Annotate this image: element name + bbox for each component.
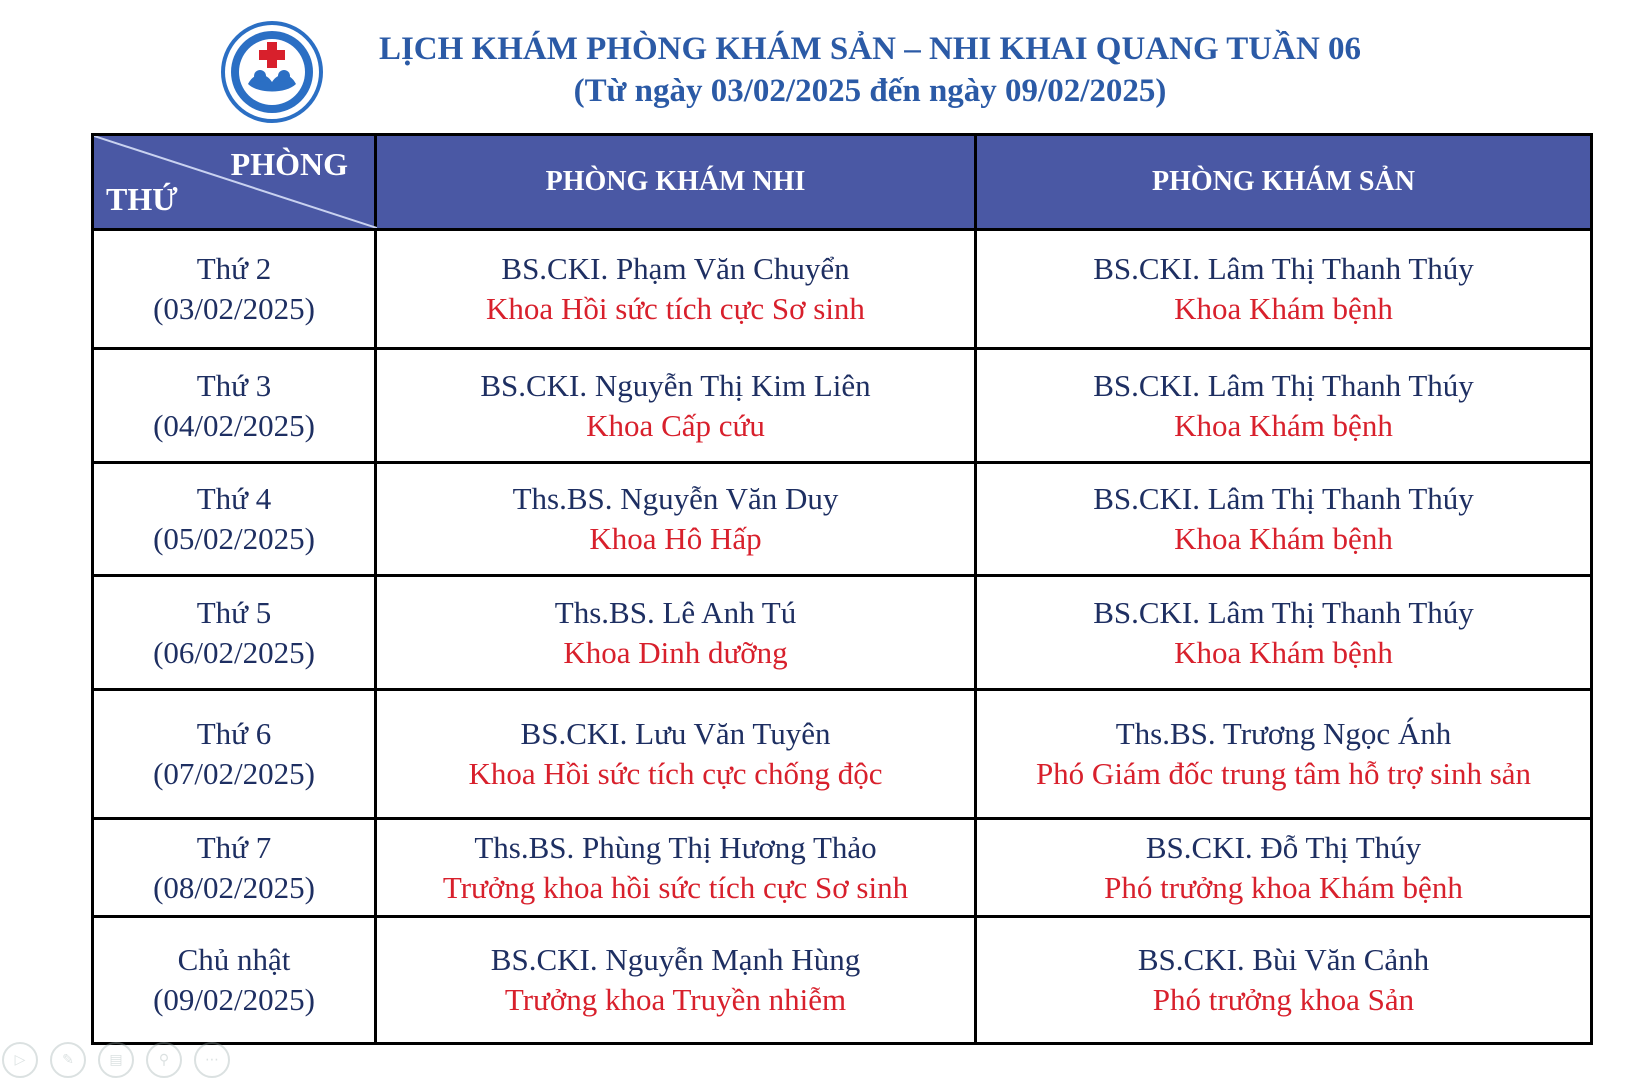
doctor-name: BS.CKI. Lâm Thị Thanh Thúy (1093, 594, 1474, 630)
table-row (93, 819, 1592, 917)
day-cell (93, 819, 376, 917)
department: Khoa Khám bệnh (1174, 407, 1393, 443)
table-row (93, 463, 1592, 576)
doctor-name: BS.CKI. Phạm Văn Chuyển (501, 251, 850, 286)
slides-icon[interactable]: ▤ (98, 1042, 134, 1078)
pediatric-cell (376, 917, 976, 1044)
doctor-name: BS.CKI. Lâm Thị Thanh Thúy (1093, 251, 1474, 286)
day-cell (93, 576, 376, 690)
pediatric-cell (376, 230, 976, 349)
day-date: (08/02/2025) (153, 869, 315, 905)
day-date: (03/02/2025) (153, 291, 315, 326)
day-cell (93, 349, 376, 463)
doctor-name: Ths.BS. Phùng Thị Hương Thảo (474, 829, 877, 865)
zoom-icon[interactable]: ⚲ (146, 1042, 182, 1078)
obstetric-cell (976, 230, 1592, 349)
day-date: (04/02/2025) (153, 407, 315, 443)
corner-label-day: THỨ (106, 181, 178, 217)
obstetric-cell (976, 690, 1592, 819)
doctor-name: BS.CKI. Nguyễn Thị Kim Liên (480, 367, 871, 403)
doctor-name: Ths.BS. Lê Anh Tú (554, 594, 797, 630)
department: Khoa Dinh dưỡng (563, 634, 788, 670)
day-cell (93, 690, 376, 819)
viewer-toolbar (2, 1042, 230, 1078)
day-label: Thứ 5 (196, 594, 272, 630)
department: Khoa Hồi sức tích cực chống độc (468, 756, 883, 791)
table-row (93, 576, 1592, 690)
pediatric-cell (376, 690, 976, 819)
table-header-row (93, 135, 1592, 230)
department: Khoa Hồi sức tích cực Sơ sinh (486, 291, 865, 326)
table-row (93, 690, 1592, 819)
department: Khoa Hô Hấp (589, 521, 762, 556)
title-line-2: (Từ ngày 03/02/2025 đến ngày 09/02/2025) (573, 73, 1167, 109)
department: Khoa Khám bệnh (1174, 291, 1393, 326)
table-row (93, 917, 1592, 1044)
day-date: (09/02/2025) (153, 982, 315, 1017)
doctor-name: Ths.BS. Trương Ngọc Ánh (1115, 716, 1452, 751)
doctor-name: BS.CKI. Nguyễn Mạnh Hùng (490, 942, 861, 977)
pediatric-cell (376, 819, 976, 917)
day-date: (05/02/2025) (153, 521, 315, 556)
day-label: Thứ 2 (196, 251, 272, 286)
pediatric-cell (376, 576, 976, 690)
schedule-table (91, 133, 1593, 1045)
pen-icon[interactable]: ✎ (50, 1042, 86, 1078)
header-obstetric-clinic: PHÒNG KHÁM SẢN (976, 135, 1592, 230)
obstetric-cell (976, 349, 1592, 463)
day-label: Thứ 3 (196, 367, 272, 403)
department: Phó trưởng khoa Khám bệnh (1104, 869, 1463, 905)
day-label: Chủ nhật (177, 942, 291, 977)
doctor-name: BS.CKI. Lâm Thị Thanh Thúy (1093, 367, 1474, 403)
pediatric-cell (376, 463, 976, 576)
day-date: (07/02/2025) (153, 756, 315, 791)
department: Trưởng khoa hồi sức tích cực Sơ sinh (442, 869, 909, 905)
department: Khoa Cấp cứu (586, 407, 765, 443)
header-pediatric-clinic: PHÒNG KHÁM NHI (376, 135, 976, 230)
doctor-name: Ths.BS. Nguyễn Văn Duy (512, 481, 839, 516)
obstetric-cell (976, 819, 1592, 917)
table-row (93, 349, 1592, 463)
hospital-logo (220, 20, 324, 124)
day-cell (93, 230, 376, 349)
department: Trưởng khoa Truyền nhiễm (504, 982, 847, 1017)
doctor-name: BS.CKI. Bùi Văn Cảnh (1137, 942, 1430, 977)
department: Khoa Khám bệnh (1174, 521, 1393, 556)
table-row (93, 230, 1592, 349)
play-icon[interactable]: ▷ (2, 1042, 38, 1078)
corner-header-cell (93, 135, 376, 230)
doctor-name: BS.CKI. Lưu Văn Tuyên (520, 716, 831, 751)
obstetric-cell (976, 917, 1592, 1044)
day-label: Thứ 4 (196, 481, 272, 516)
day-label: Thứ 7 (196, 829, 272, 865)
day-cell (93, 463, 376, 576)
doctor-name: BS.CKI. Lâm Thị Thanh Thúy (1093, 481, 1474, 516)
corner-label-room: PHÒNG (230, 146, 348, 182)
pediatric-cell (376, 349, 976, 463)
department: Khoa Khám bệnh (1174, 634, 1393, 670)
hospital-emblem-icon (220, 20, 324, 124)
day-cell (93, 917, 376, 1044)
day-date: (06/02/2025) (153, 634, 315, 670)
more-icon[interactable]: ⋯ (194, 1042, 230, 1078)
department: Phó Giám đốc trung tâm hỗ trợ sinh sản (1035, 756, 1532, 791)
obstetric-cell (976, 463, 1592, 576)
department: Phó trưởng khoa Sản (1152, 982, 1415, 1017)
doctor-name: BS.CKI. Đỗ Thị Thúy (1145, 829, 1422, 865)
obstetric-cell (976, 576, 1592, 690)
day-label: Thứ 6 (196, 716, 272, 751)
title-line-1: LỊCH KHÁM PHÒNG KHÁM SẢN – NHI KHAI QUANG TUẦN 06 (378, 31, 1362, 67)
schedule-title (330, 28, 1410, 112)
